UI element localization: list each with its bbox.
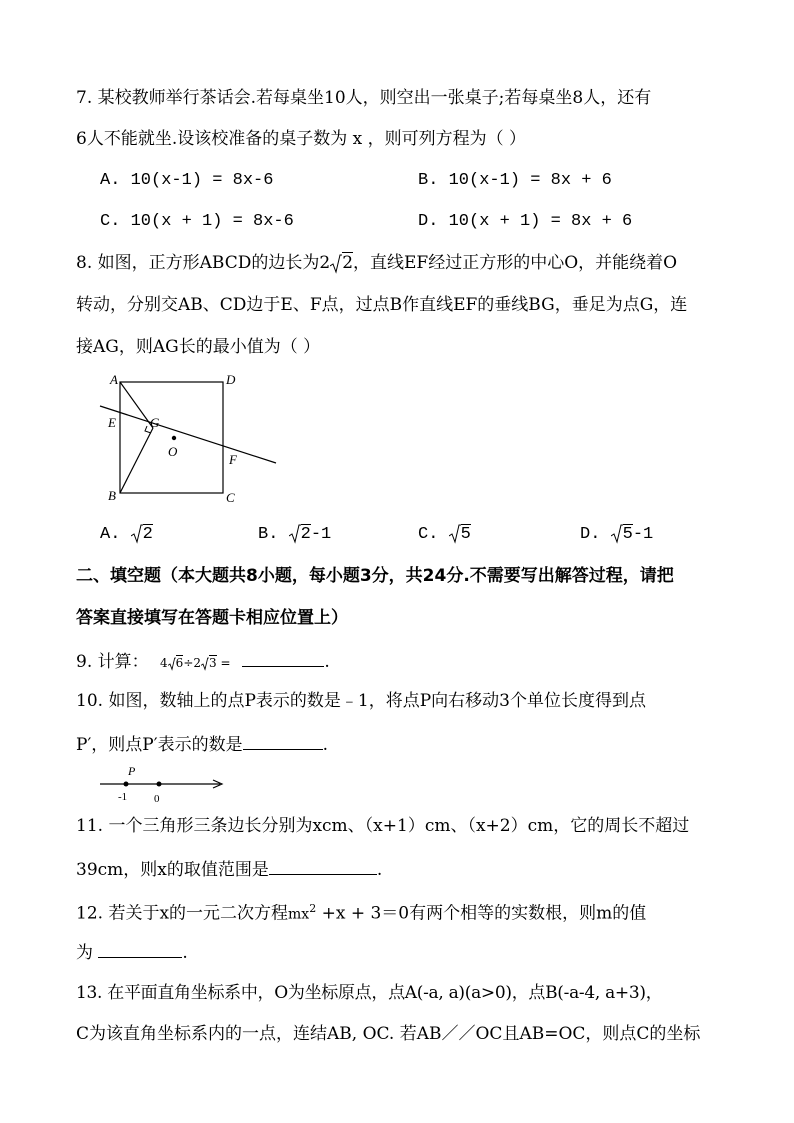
q9-expr-divide: ÷2 bbox=[183, 656, 202, 670]
q9-answer-blank[interactable] bbox=[242, 648, 324, 667]
line-ef bbox=[100, 406, 276, 463]
q11-line2 bbox=[76, 856, 382, 882]
q7-option-d: D. 10(x + 1) = 8x + 6 bbox=[418, 212, 633, 231]
q8-option-d bbox=[580, 523, 653, 547]
q8-option-c bbox=[418, 523, 471, 547]
q7-option-a: A. 10(x-1) = 8x-6 bbox=[100, 171, 274, 190]
q12-eq-mx: mx bbox=[288, 906, 310, 923]
q9-line bbox=[76, 648, 330, 675]
segment-ag bbox=[120, 382, 153, 428]
sqrt-icon bbox=[289, 524, 301, 544]
q8-line2: 转动，分别交AB、CD边于E、F点，过点B作直线EF的垂线BG，垂足为点G，连 bbox=[76, 295, 688, 315]
q7-line1: 7. 某校教师举行茶话会.若每桌坐10人，则空出一张桌子;若每桌坐8人，还有 bbox=[76, 88, 652, 108]
q11-answer-blank[interactable] bbox=[269, 856, 377, 875]
q8-side-length bbox=[319, 253, 353, 273]
label-e: E bbox=[108, 415, 116, 430]
q11-line2-text: 39cm，则x的取值范围是 bbox=[76, 860, 269, 880]
label-f: F bbox=[229, 452, 237, 467]
label-d: D bbox=[226, 372, 236, 387]
q8-option-b-radicand: 2 bbox=[300, 525, 311, 544]
q7-option-b: B. 10(x-1) = 8x + 6 bbox=[418, 171, 612, 190]
q8-option-a bbox=[100, 523, 153, 547]
sqrt-icon bbox=[330, 254, 342, 274]
q9-suffix: . bbox=[324, 652, 330, 672]
q9-expression bbox=[160, 656, 234, 670]
tick-label-minus1: -1 bbox=[118, 791, 128, 803]
q8-side-coef: 2 bbox=[319, 253, 331, 273]
q10-answer-blank[interactable] bbox=[243, 731, 323, 750]
q13-line2: C为该直角坐标系内的一点，连结AB, OC. 若AB／／OC且AB=OC，则点C的坐标 bbox=[76, 1024, 701, 1044]
label-c: C bbox=[226, 490, 235, 505]
q8-side-radicand: 2 bbox=[342, 253, 354, 273]
q9-prefix: 9. 计算： bbox=[76, 652, 149, 672]
q12-line2-prefix: 为 bbox=[76, 943, 99, 963]
section2-heading-line2: 答案直接填写在答题卡相应位置上） bbox=[76, 608, 348, 628]
q8-option-b-label: B. bbox=[258, 525, 279, 544]
segment-bg bbox=[120, 428, 153, 493]
q8-line3: 接AG，则AG长的最小值为（ ） bbox=[76, 337, 321, 357]
section2-heading-line1: 二、填空题（本大题共8小题，每小题3分，共24分.不需要写出解答过程，请把 bbox=[76, 566, 674, 586]
q12-eq-exponent: 2 bbox=[309, 902, 317, 915]
q10-line2-suffix: . bbox=[322, 735, 329, 755]
square-abcd bbox=[120, 382, 223, 493]
q9-expr-radicand-b: 3 bbox=[209, 656, 217, 670]
label-b: B bbox=[108, 488, 116, 503]
q8-line1 bbox=[76, 251, 677, 275]
q11-line1: 11. 一个三角形三条边长分别为xcm、（x+1）cm、（x+2）cm，它的周长不超过 bbox=[76, 816, 690, 836]
point-p bbox=[124, 782, 129, 787]
label-g: G bbox=[150, 415, 160, 430]
q8-option-b bbox=[258, 523, 331, 547]
q8-option-b-tail: -1 bbox=[310, 525, 332, 544]
q12-line2 bbox=[76, 939, 188, 965]
q9-expr-radicand-a: 6 bbox=[175, 656, 184, 670]
q10-line2 bbox=[76, 731, 328, 757]
q12-line1 bbox=[76, 897, 646, 927]
q10-number-line bbox=[96, 762, 236, 806]
q8-option-a-label: A. bbox=[100, 525, 121, 544]
q9-expr-coef: 4 bbox=[160, 656, 168, 670]
sqrt-icon bbox=[201, 657, 209, 671]
q10-line2-text: P′，则点P′表示的数是 bbox=[76, 735, 243, 755]
q12-line1-prefix: 12. 若关于x的一元二次方程 bbox=[76, 903, 289, 924]
sqrt-icon bbox=[131, 524, 143, 544]
q8-option-d-tail: -1 bbox=[632, 525, 654, 544]
q8-option-d-radicand: 5 bbox=[622, 525, 633, 544]
label-a: A bbox=[110, 372, 118, 387]
q13-line1: 13. 在平面直角坐标系中，O为坐标原点，点A(-a, a)(a>0)，点B(-a-4, a+3)， bbox=[76, 983, 663, 1003]
q11-line2-suffix: . bbox=[376, 860, 383, 880]
q9-expr-equals: = bbox=[220, 656, 231, 670]
label-o: O bbox=[168, 444, 178, 459]
q8-option-c-radicand: 5 bbox=[460, 525, 471, 544]
q8-option-a-radicand: 2 bbox=[142, 525, 153, 544]
tick-label-zero: 0 bbox=[154, 793, 160, 805]
point-o bbox=[172, 436, 176, 440]
q8-line1-suffix: ，直线EF经过正方形的中心O，并能绕着O bbox=[353, 253, 678, 273]
sqrt-icon bbox=[611, 524, 623, 544]
q12-answer-blank[interactable] bbox=[98, 939, 182, 958]
q8-line1-prefix: 8. 如图，正方形ABCD的边长为 bbox=[76, 253, 320, 273]
sqrt-icon bbox=[449, 524, 461, 544]
q7-line2: 6人不能就坐.设该校准备的桌子数为 x ，则可列方程为（ ） bbox=[76, 129, 527, 149]
q8-square-figure bbox=[96, 372, 286, 507]
q8-option-d-label: D. bbox=[580, 525, 601, 544]
q12-line1-suffix: +x + 3＝0有两个相等的实数根，则m的值 bbox=[316, 903, 647, 924]
q8-option-c-label: C. bbox=[418, 525, 439, 544]
point-zero bbox=[157, 782, 162, 787]
q10-line1: 10. 如图，数轴上的点P表示的数是﹣1，将点P向右移动3个单位长度得到点 bbox=[76, 691, 646, 711]
sqrt-icon bbox=[168, 657, 176, 671]
q7-option-c: C. 10(x + 1) = 8x-6 bbox=[100, 212, 294, 231]
q12-line2-suffix: . bbox=[182, 943, 188, 963]
label-p: P bbox=[128, 764, 136, 778]
